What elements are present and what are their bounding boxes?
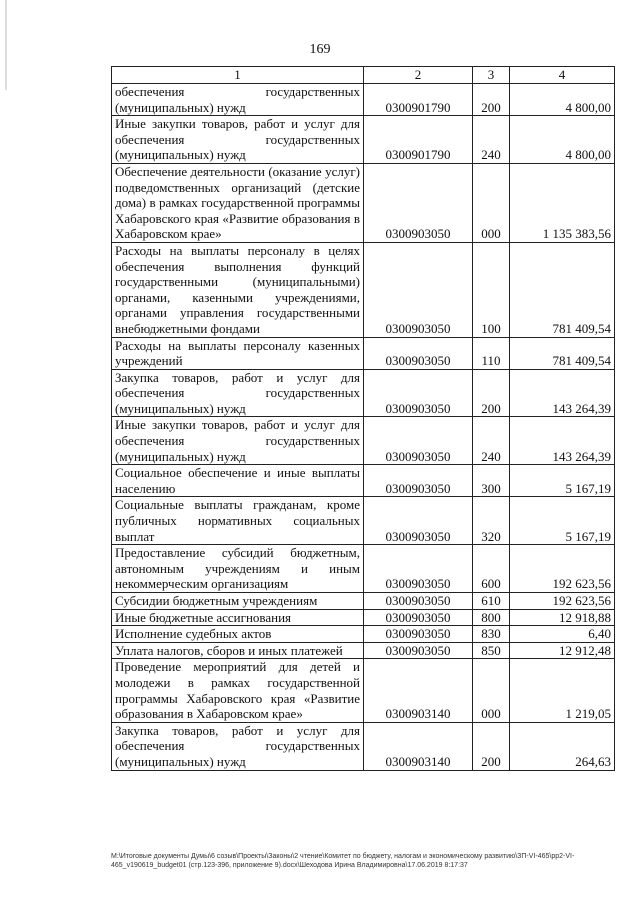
row-amount: 12 912,48 — [510, 642, 615, 659]
row-name: Уплата налогов, сборов и иных платежей — [112, 642, 364, 659]
row-code: 0300903050 — [364, 626, 473, 643]
row-type: 300 — [473, 465, 510, 497]
row-type: 240 — [473, 116, 510, 164]
table-row — [112, 369, 615, 417]
header-col-4: 4 — [510, 67, 615, 84]
page-number: 169 — [309, 42, 331, 57]
row-type: 320 — [473, 497, 510, 545]
table-row — [112, 593, 615, 610]
row-type: 110 — [473, 337, 510, 369]
row-name: Предоставление субсидий бюджетным, автономным учреждениям и иным некоммерческим организациям — [112, 545, 364, 593]
table-row — [112, 163, 615, 242]
row-code: 0300903140 — [364, 659, 473, 722]
row-code: 0300903050 — [364, 593, 473, 610]
row-amount: 12 918,88 — [510, 609, 615, 626]
row-amount: 5 167,19 — [510, 497, 615, 545]
row-code: 0300903140 — [364, 722, 473, 770]
row-amount: 6,40 — [510, 626, 615, 643]
row-code: 0300903050 — [364, 497, 473, 545]
row-name: Обеспечение деятельности (оказание услуг) подведомственных организаций (детские дома) в рамках государственной программы Хабаровского края «Развитие образования в Хабаровском крае» — [112, 163, 364, 242]
table-row — [112, 659, 615, 722]
row-code: 0300903050 — [364, 609, 473, 626]
row-amount: 143 264,39 — [510, 369, 615, 417]
row-code: 0300903050 — [364, 242, 473, 337]
row-type: 240 — [473, 417, 510, 465]
table-row — [112, 417, 615, 465]
row-name: Иные закупки товаров, работ и услуг для обеспечения государственных (муниципальных) нужд — [112, 417, 364, 465]
row-amount: 143 264,39 — [510, 417, 615, 465]
row-type: 850 — [473, 642, 510, 659]
file-path-footer: M:\Итоговые документы Думы\6 созыв\Проекты\Законы\2 чтение\Комитет по бюджету, налогам и экономическому развитию\ЗП-VI-465\рр2-VI-465_v190619_budget01 (стр.123-396, приложение 9).docx\Шеходова Ирина Владимировна\17.06.2019 8:17:37 — [111, 853, 575, 869]
row-name: обеспечения государственных (муниципальных) нужд — [112, 84, 364, 116]
row-amount: 1 135 383,56 — [510, 163, 615, 242]
row-code: 0300903050 — [364, 417, 473, 465]
row-code: 0300903050 — [364, 337, 473, 369]
table-row — [112, 722, 615, 770]
row-amount: 1 219,05 — [510, 659, 615, 722]
row-name: Проведение мероприятий для детей и молодежи в рамках государственной программы Хабаровского края «Развитие образования в Хабаровском крае» — [112, 659, 364, 722]
row-amount: 4 800,00 — [510, 116, 615, 164]
header-col-2: 2 — [364, 67, 473, 84]
row-code: 0300903050 — [364, 642, 473, 659]
row-name: Социальное обеспечение и иные выплаты населению — [112, 465, 364, 497]
header-col-3: 3 — [473, 67, 510, 84]
table-row — [112, 626, 615, 643]
row-amount: 5 167,19 — [510, 465, 615, 497]
row-code: 0300901790 — [364, 84, 473, 116]
row-name: Закупка товаров, работ и услуг для обеспечения государственных (муниципальных) нужд — [112, 369, 364, 417]
row-amount: 781 409,54 — [510, 242, 615, 337]
table-row — [112, 84, 615, 116]
row-type: 000 — [473, 659, 510, 722]
row-type: 610 — [473, 593, 510, 610]
row-name: Расходы на выплаты персоналу казенных учреждений — [112, 337, 364, 369]
row-type: 600 — [473, 545, 510, 593]
table-row — [112, 545, 615, 593]
row-type: 800 — [473, 609, 510, 626]
row-type: 200 — [473, 722, 510, 770]
row-type: 000 — [473, 163, 510, 242]
row-name: Закупка товаров, работ и услуг для обеспечения государственных (муниципальных) нужд — [112, 722, 364, 770]
row-name: Социальные выплаты гражданам, кроме публичных нормативных социальных выплат — [112, 497, 364, 545]
table-row — [112, 609, 615, 626]
header-row — [112, 67, 615, 84]
table-row — [112, 497, 615, 545]
table-row — [112, 337, 615, 369]
row-code: 0300901790 — [364, 116, 473, 164]
row-amount: 264,63 — [510, 722, 615, 770]
row-amount: 781 409,54 — [510, 337, 615, 369]
row-name: Иные закупки товаров, работ и услуг для обеспечения государственных (муниципальных) нужд — [112, 116, 364, 164]
table-row — [112, 242, 615, 337]
budget-table — [111, 66, 615, 771]
row-name: Субсидии бюджетным учреждениям — [112, 593, 364, 610]
table-row — [112, 642, 615, 659]
row-code: 0300903050 — [364, 545, 473, 593]
row-code: 0300903050 — [364, 163, 473, 242]
row-name: Исполнение судебных актов — [112, 626, 364, 643]
row-amount: 4 800,00 — [510, 84, 615, 116]
row-code: 0300903050 — [364, 465, 473, 497]
table-row — [112, 465, 615, 497]
row-amount: 192 623,56 — [510, 545, 615, 593]
row-type: 200 — [473, 84, 510, 116]
row-amount: 192 623,56 — [510, 593, 615, 610]
table-row — [112, 116, 615, 164]
row-type: 100 — [473, 242, 510, 337]
row-type: 830 — [473, 626, 510, 643]
header-col-1: 1 — [112, 67, 364, 84]
row-code: 0300903050 — [364, 369, 473, 417]
row-type: 200 — [473, 369, 510, 417]
row-name: Иные бюджетные ассигнования — [112, 609, 364, 626]
row-name: Расходы на выплаты персоналу в целях обеспечения выполнения функций государственными (муниципальными) органами, казенными учреждениями, органами управления государственными внебюджетными фондами — [112, 242, 364, 337]
